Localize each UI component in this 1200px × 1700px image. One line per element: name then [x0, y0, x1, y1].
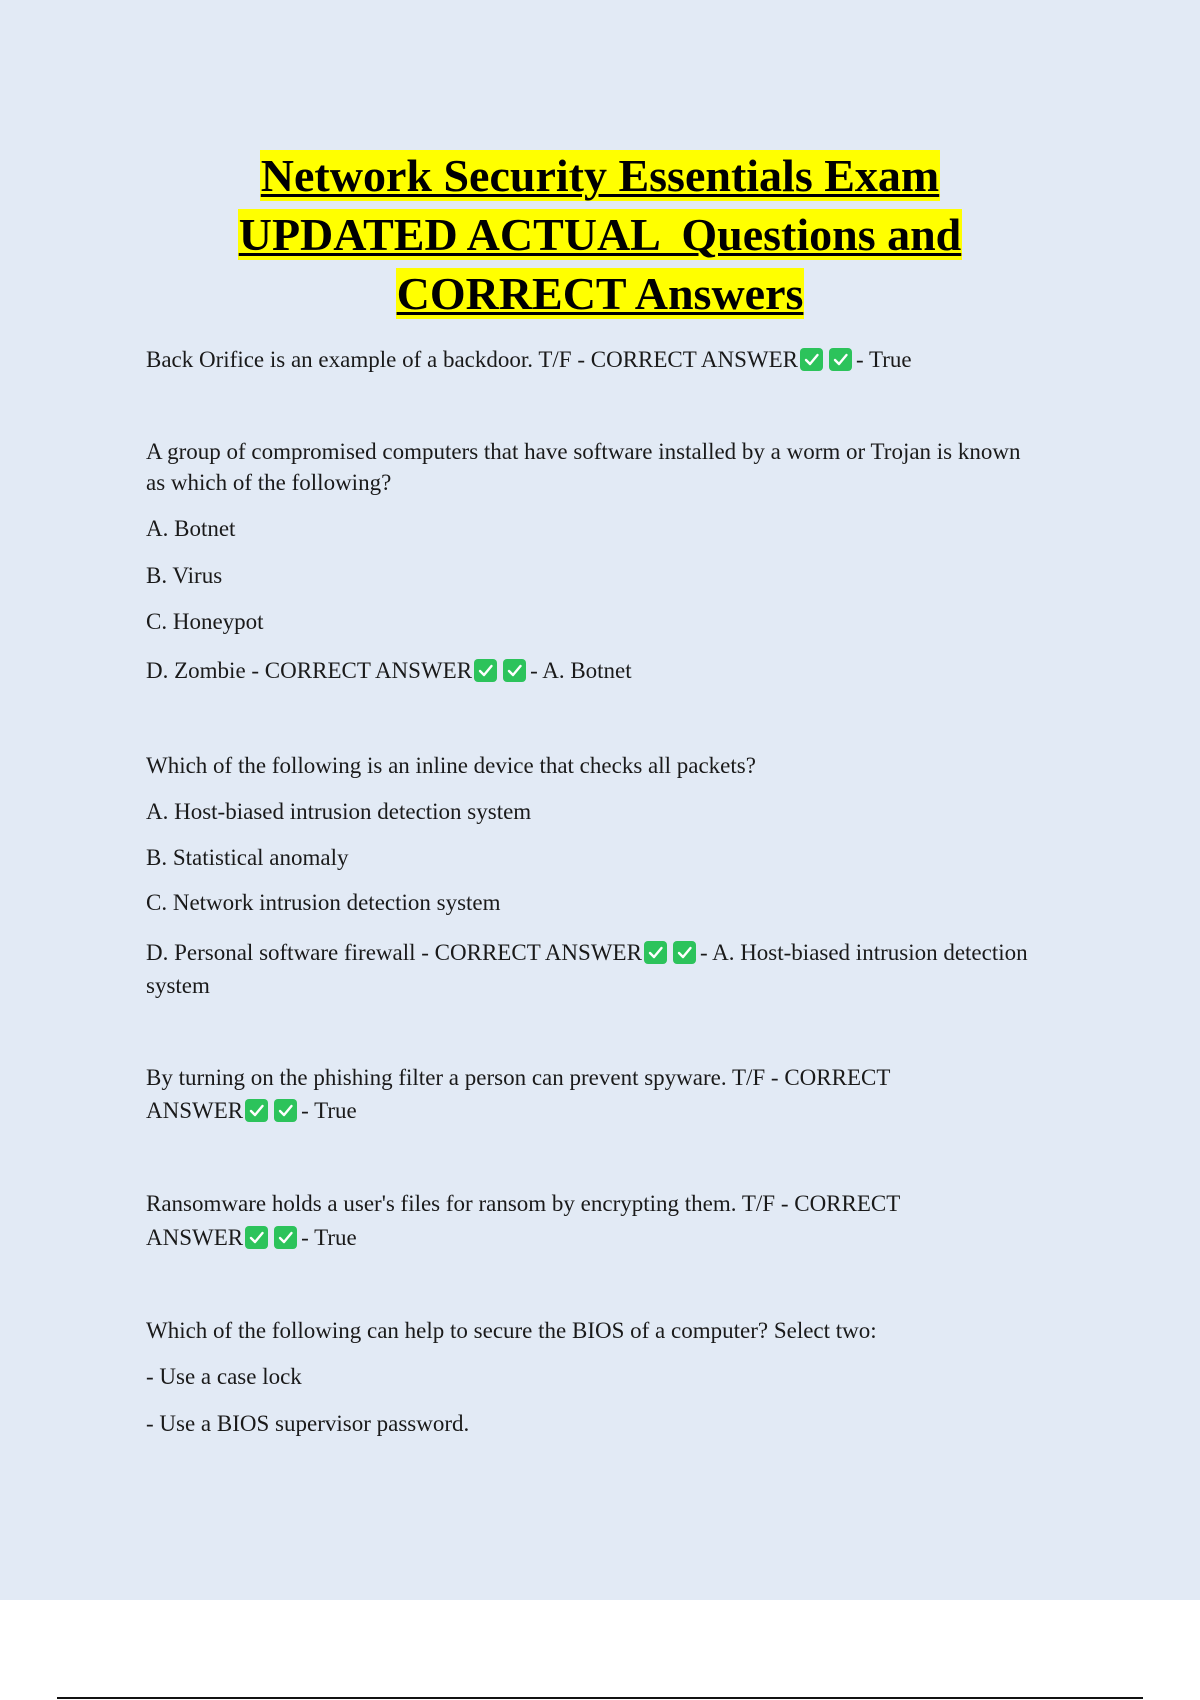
title-line-2: UPDATED ACTUAL Questions and — [238, 209, 962, 260]
q5-answer-line — [146, 1223, 357, 1253]
q4-answer-line — [146, 1096, 357, 1126]
check-mark-icon — [245, 1099, 268, 1122]
q2-option-b: B. Virus — [146, 563, 223, 588]
title-line-1: Network Security Essentials Exam — [260, 150, 940, 201]
q5-answer: - True — [301, 1225, 357, 1250]
q6-option-2: - Use a BIOS supervisor password. — [146, 1411, 470, 1436]
q2-option-a: A. Botnet — [146, 516, 236, 541]
q5-prompt-line-1: Ransomware holds a user's files for ransom by encrypting them. T/F - CORRECT — [146, 1191, 901, 1216]
q2-option-d: D. Zombie - CORRECT ANSWER — [146, 658, 473, 683]
q2-prompt-line-2: as which of the following? — [146, 470, 392, 495]
q3-answer-line — [146, 938, 1028, 968]
check-mark-icon — [829, 348, 852, 371]
q3-prompt: Which of the following is an inline device that checks all packets? — [146, 753, 756, 778]
q2-prompt-line-1: A group of compromised computers that have software installed by a worm or Trojan is known — [146, 439, 1021, 464]
check-mark-icon — [474, 659, 497, 682]
q2-answer-line — [146, 656, 632, 686]
check-mark-icon — [673, 941, 696, 964]
q3-option-c: C. Network intrusion detection system — [146, 890, 501, 915]
q6-prompt: Which of the following can help to secure the BIOS of a computer? Select two: — [146, 1318, 877, 1343]
q4-prompt-line-2: ANSWER — [146, 1098, 244, 1123]
q6-option-1: - Use a case lock — [146, 1364, 302, 1389]
q1-prompt: Back Orifice is an example of a backdoor. T/F - CORRECT ANSWER — [146, 347, 798, 372]
q1-line — [146, 345, 912, 375]
q3-answer-continued: system — [146, 973, 210, 998]
q4-prompt-line-1: By turning on the phishing filter a person can prevent spyware. T/F - CORRECT — [146, 1065, 891, 1090]
q4-answer: - True — [301, 1098, 357, 1123]
title-line-3: CORRECT Answers — [396, 268, 804, 319]
check-mark-icon — [644, 941, 667, 964]
q3-option-b: B. Statistical anomaly — [146, 845, 349, 870]
q2-option-c: C. Honeypot — [146, 609, 264, 634]
q3-option-d: D. Personal software firewall - CORRECT ANSWER — [146, 940, 642, 965]
check-mark-icon — [503, 659, 526, 682]
q3-option-a: A. Host-biased intrusion detection system — [146, 799, 532, 824]
check-mark-icon — [274, 1226, 297, 1249]
q1-answer: - True — [856, 347, 912, 372]
check-mark-icon — [274, 1099, 297, 1122]
q3-answer: - A. Host-biased intrusion detection — [699, 940, 1028, 965]
q2-answer: - A. Botnet — [530, 658, 632, 683]
check-mark-icon — [800, 348, 823, 371]
q5-prompt-line-2: ANSWER — [146, 1225, 244, 1250]
footer-rule — [57, 1697, 1143, 1699]
check-mark-icon — [245, 1226, 268, 1249]
document-title — [0, 146, 1200, 323]
